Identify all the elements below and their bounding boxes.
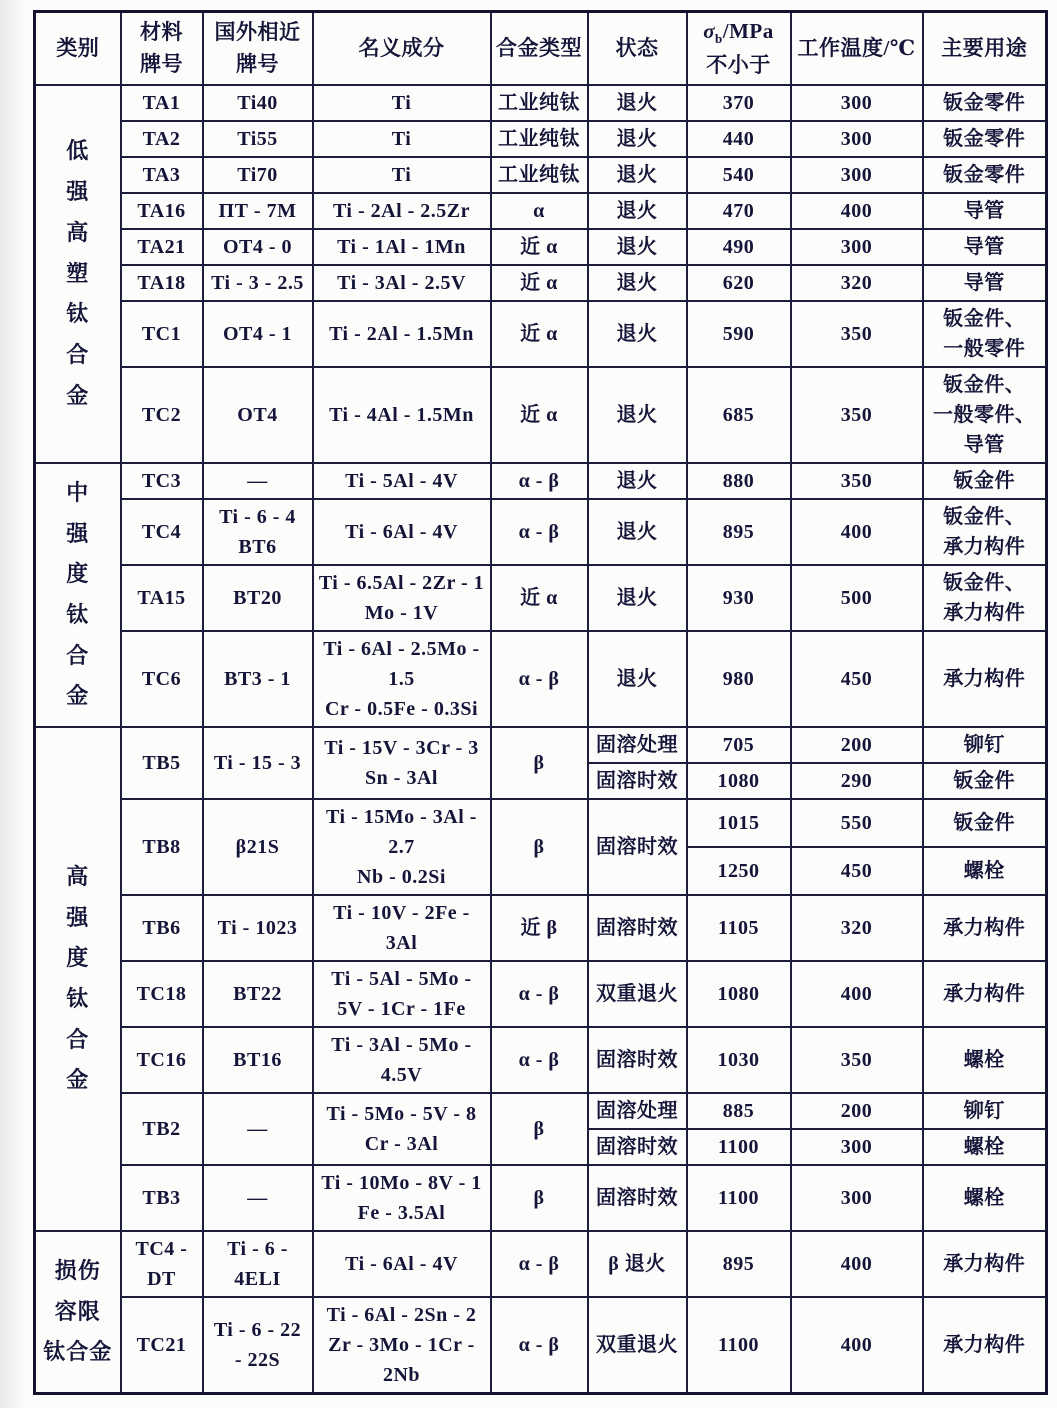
table-cell: 350 bbox=[791, 1027, 923, 1093]
table-cell: 铆钉 bbox=[923, 1093, 1047, 1129]
table-cell: 550 bbox=[791, 799, 923, 847]
table-cell: 近 α bbox=[491, 301, 588, 367]
table-cell: Ti bbox=[313, 157, 491, 193]
table-cell: 固溶时效 bbox=[588, 1129, 687, 1165]
table-cell: Ti bbox=[313, 121, 491, 157]
table-cell: 370 bbox=[687, 85, 791, 121]
table-cell: 钣金件 bbox=[923, 799, 1047, 847]
table-cell: Ti - 3Al - 2.5V bbox=[313, 265, 491, 301]
table-cell: BT3 - 1 bbox=[203, 631, 313, 727]
table-row bbox=[35, 157, 1047, 193]
table-cell: 近 α bbox=[491, 565, 588, 631]
table-cell: TB3 bbox=[121, 1165, 203, 1231]
table-cell: 导管 bbox=[923, 265, 1047, 301]
table-cell: 退火 bbox=[588, 463, 687, 499]
table-cell: 承力构件 bbox=[923, 1231, 1047, 1297]
table-cell: BT20 bbox=[203, 565, 313, 631]
table-cell: β bbox=[491, 1165, 588, 1231]
table-cell: 固溶时效 bbox=[588, 895, 687, 961]
table-cell: 705 bbox=[687, 727, 791, 763]
table-row bbox=[35, 499, 1047, 565]
table-cell: TA3 bbox=[121, 157, 203, 193]
header-cell: $\sigma_b$/MPa 不小于 bbox=[687, 12, 791, 85]
table-cell: 钣金零件 bbox=[923, 121, 1047, 157]
table-cell: TB8 bbox=[121, 799, 203, 895]
table-cell: 铆钉 bbox=[923, 727, 1047, 763]
table-cell: 450 bbox=[791, 631, 923, 727]
table-cell: 螺栓 bbox=[923, 847, 1047, 895]
table-cell: 近 β bbox=[491, 895, 588, 961]
table-cell: 退火 bbox=[588, 367, 687, 463]
table-row bbox=[35, 961, 1047, 1027]
table-cell: 工业纯钛 bbox=[491, 85, 588, 121]
table-cell: 近 α bbox=[491, 367, 588, 463]
table-cell: TC3 bbox=[121, 463, 203, 499]
table-cell: 1100 bbox=[687, 1165, 791, 1231]
table-cell: TB2 bbox=[121, 1093, 203, 1165]
table-cell: 440 bbox=[687, 121, 791, 157]
table-cell: α - β bbox=[491, 463, 588, 499]
table-cell: 固溶处理 bbox=[588, 1093, 687, 1129]
table-cell: OT4 bbox=[203, 367, 313, 463]
titanium-alloys-table bbox=[33, 10, 1048, 1395]
table-cell: β21S bbox=[203, 799, 313, 895]
table-cell: α - β bbox=[491, 1027, 588, 1093]
table-cell: 承力构件 bbox=[923, 961, 1047, 1027]
table-cell: 退火 bbox=[588, 565, 687, 631]
table-cell: 400 bbox=[791, 961, 923, 1027]
table-cell: Ti55 bbox=[203, 121, 313, 157]
table-cell: 300 bbox=[791, 85, 923, 121]
table-cell: — bbox=[203, 1093, 313, 1165]
table-cell: 螺栓 bbox=[923, 1129, 1047, 1165]
table-cell: 290 bbox=[791, 763, 923, 799]
table-cell: Ti - 6.5Al - 2Zr - 1 Mo - 1V bbox=[313, 565, 491, 631]
table-cell: OT4 - 1 bbox=[203, 301, 313, 367]
table-cell: α - β bbox=[491, 1231, 588, 1297]
table-cell: TC16 bbox=[121, 1027, 203, 1093]
table-row bbox=[35, 265, 1047, 301]
table-cell: α - β bbox=[491, 1297, 588, 1394]
table-cell: BT22 bbox=[203, 961, 313, 1027]
table-cell: 1015 bbox=[687, 799, 791, 847]
table-row bbox=[35, 1297, 1047, 1394]
header-cell: 工作温度/℃ bbox=[791, 12, 923, 85]
table-cell: 300 bbox=[791, 1129, 923, 1165]
table-cell: 620 bbox=[687, 265, 791, 301]
table-cell: 固溶时效 bbox=[588, 763, 687, 799]
table-cell: 1100 bbox=[687, 1297, 791, 1394]
table-cell: Ti - 10Mo - 8V - 1 Fe - 3.5Al bbox=[313, 1165, 491, 1231]
table-row bbox=[35, 301, 1047, 367]
table-cell: 320 bbox=[791, 895, 923, 961]
table-cell: 1100 bbox=[687, 1129, 791, 1165]
table-cell: TB6 bbox=[121, 895, 203, 961]
header-cell: 主要用途 bbox=[923, 12, 1047, 85]
table-row bbox=[35, 1165, 1047, 1231]
table-cell: 螺栓 bbox=[923, 1027, 1047, 1093]
category-cell: 低 强 高 塑 钛 合 金 bbox=[35, 85, 121, 463]
table-row bbox=[35, 1027, 1047, 1093]
table-cell: 承力构件 bbox=[923, 1297, 1047, 1394]
table-cell: BT16 bbox=[203, 1027, 313, 1093]
table-cell: TC4 - DT bbox=[121, 1231, 203, 1297]
table-cell: Ti - 1Al - 1Mn bbox=[313, 229, 491, 265]
table-cell: 1250 bbox=[687, 847, 791, 895]
table-cell: 300 bbox=[791, 121, 923, 157]
table-cell: Ti - 5Al - 5Mo - 5V - 1Cr - 1Fe bbox=[313, 961, 491, 1027]
table-cell: TC2 bbox=[121, 367, 203, 463]
table-cell: 近 α bbox=[491, 265, 588, 301]
table-row bbox=[35, 1231, 1047, 1297]
table-cell: TC18 bbox=[121, 961, 203, 1027]
header-cell: 名义成分 bbox=[313, 12, 491, 85]
table-cell: Ti - 6 - 4ELI bbox=[203, 1231, 313, 1297]
table-cell: 400 bbox=[791, 193, 923, 229]
table-cell: TA1 bbox=[121, 85, 203, 121]
table-cell: 200 bbox=[791, 727, 923, 763]
table-cell: Ti - 5Mo - 5V - 8 Cr - 3Al bbox=[313, 1093, 491, 1165]
table-cell: 350 bbox=[791, 367, 923, 463]
table-cell: 400 bbox=[791, 499, 923, 565]
table-cell: 固溶时效 bbox=[588, 1027, 687, 1093]
table-cell: Ti - 6Al - 4V bbox=[313, 1231, 491, 1297]
category-cell: 损伤 容限 钛合金 bbox=[35, 1231, 121, 1394]
table-cell: β bbox=[491, 727, 588, 799]
table-cell: Ti - 6Al - 2.5Mo - 1.5 Cr - 0.5Fe - 0.3Si bbox=[313, 631, 491, 727]
table-cell: 930 bbox=[687, 565, 791, 631]
table-cell: Ti - 15 - 3 bbox=[203, 727, 313, 799]
table-cell: TB5 bbox=[121, 727, 203, 799]
table-row bbox=[35, 895, 1047, 961]
table-cell: 固溶处理 bbox=[588, 727, 687, 763]
table-cell: Ti - 3Al - 5Mo - 4.5V bbox=[313, 1027, 491, 1093]
table-cell: 导管 bbox=[923, 229, 1047, 265]
table-cell: 885 bbox=[687, 1093, 791, 1129]
table-cell: TA21 bbox=[121, 229, 203, 265]
table-cell: 螺栓 bbox=[923, 1165, 1047, 1231]
table-row bbox=[35, 229, 1047, 265]
table-cell: β bbox=[491, 1093, 588, 1165]
header-cell: 国外相近 牌号 bbox=[203, 12, 313, 85]
table-cell: 1030 bbox=[687, 1027, 791, 1093]
table-cell: 470 bbox=[687, 193, 791, 229]
table-cell: 退火 bbox=[588, 193, 687, 229]
table-cell: 工业纯钛 bbox=[491, 157, 588, 193]
table-cell: Ti - 10V - 2Fe - 3Al bbox=[313, 895, 491, 961]
table-cell: 540 bbox=[687, 157, 791, 193]
table-cell: TA15 bbox=[121, 565, 203, 631]
table-cell: 895 bbox=[687, 499, 791, 565]
table-cell: Ti - 6 - 4 BT6 bbox=[203, 499, 313, 565]
table-cell: 退火 bbox=[588, 229, 687, 265]
table-cell: 895 bbox=[687, 1231, 791, 1297]
table-row bbox=[35, 1093, 1047, 1129]
table-cell: 300 bbox=[791, 229, 923, 265]
header-cell: 类别 bbox=[35, 12, 121, 85]
table-cell: TA16 bbox=[121, 193, 203, 229]
table-cell: Ti bbox=[313, 85, 491, 121]
table-cell: Ti40 bbox=[203, 85, 313, 121]
table-cell: 490 bbox=[687, 229, 791, 265]
table-cell: 685 bbox=[687, 367, 791, 463]
header-row bbox=[35, 12, 1047, 85]
table-cell: ПТ - 7M bbox=[203, 193, 313, 229]
header-cell: 合金类型 bbox=[491, 12, 588, 85]
table-body bbox=[35, 85, 1047, 1394]
table-cell: TA2 bbox=[121, 121, 203, 157]
table-cell: Ti - 6 - 22 - 22S bbox=[203, 1297, 313, 1394]
table-cell: OT4 - 0 bbox=[203, 229, 313, 265]
table-row bbox=[35, 121, 1047, 157]
table-cell: 500 bbox=[791, 565, 923, 631]
table-cell: 350 bbox=[791, 463, 923, 499]
table-cell: 320 bbox=[791, 265, 923, 301]
table-cell: 1080 bbox=[687, 763, 791, 799]
category-cell: 高 强 度 钛 合 金 bbox=[35, 727, 121, 1231]
table-cell: Ti - 15Mo - 3Al - 2.7 Nb - 0.2Si bbox=[313, 799, 491, 895]
table-cell: 退火 bbox=[588, 85, 687, 121]
table-cell: Ti - 15V - 3Cr - 3 Sn - 3Al bbox=[313, 727, 491, 799]
table-cell: — bbox=[203, 463, 313, 499]
table-cell: 钣金件、 一般零件 bbox=[923, 301, 1047, 367]
table-cell: 钣金零件 bbox=[923, 157, 1047, 193]
table-cell: 固溶时效 bbox=[588, 1165, 687, 1231]
table-cell: 400 bbox=[791, 1231, 923, 1297]
table-cell: 双重退火 bbox=[588, 961, 687, 1027]
table-cell: TA18 bbox=[121, 265, 203, 301]
table-cell: TC6 bbox=[121, 631, 203, 727]
table-cell: — bbox=[203, 1165, 313, 1231]
table-cell: α bbox=[491, 193, 588, 229]
table-cell: 钣金零件 bbox=[923, 85, 1047, 121]
table-cell: 300 bbox=[791, 1165, 923, 1231]
table-row bbox=[35, 85, 1047, 121]
table-cell: α - β bbox=[491, 631, 588, 727]
table-cell: 退火 bbox=[588, 301, 687, 367]
table-row bbox=[35, 565, 1047, 631]
table-row bbox=[35, 727, 1047, 763]
table-cell: 工业纯钛 bbox=[491, 121, 588, 157]
table-cell: Ti70 bbox=[203, 157, 313, 193]
table-row bbox=[35, 367, 1047, 463]
table-cell: β 退火 bbox=[588, 1231, 687, 1297]
table-cell: α - β bbox=[491, 961, 588, 1027]
table-cell: TC4 bbox=[121, 499, 203, 565]
table-cell: 钣金件、 承力构件 bbox=[923, 565, 1047, 631]
table-cell: 导管 bbox=[923, 193, 1047, 229]
table-cell: 400 bbox=[791, 1297, 923, 1394]
table-cell: 1080 bbox=[687, 961, 791, 1027]
table-cell: 880 bbox=[687, 463, 791, 499]
table-cell: 双重退火 bbox=[588, 1297, 687, 1394]
table-cell: Ti - 4Al - 1.5Mn bbox=[313, 367, 491, 463]
table-cell: Ti - 2Al - 2.5Zr bbox=[313, 193, 491, 229]
table-cell: Ti - 6Al - 2Sn - 2 Zr - 3Mo - 1Cr - 2Nb bbox=[313, 1297, 491, 1394]
table-cell: Ti - 5Al - 4V bbox=[313, 463, 491, 499]
table-cell: 近 α bbox=[491, 229, 588, 265]
category-cell: 中 强 度 钛 合 金 bbox=[35, 463, 121, 727]
table-cell: Ti - 2Al - 1.5Mn bbox=[313, 301, 491, 367]
table-row bbox=[35, 193, 1047, 229]
table-cell: α - β bbox=[491, 499, 588, 565]
table-cell: 退火 bbox=[588, 157, 687, 193]
table-row bbox=[35, 799, 1047, 847]
table-cell: 退火 bbox=[588, 631, 687, 727]
table-cell: 钣金件 bbox=[923, 463, 1047, 499]
table-cell: 200 bbox=[791, 1093, 923, 1129]
table-cell: 350 bbox=[791, 301, 923, 367]
table-cell: 450 bbox=[791, 847, 923, 895]
table-cell: 590 bbox=[687, 301, 791, 367]
table-cell: Ti - 3 - 2.5 bbox=[203, 265, 313, 301]
table-cell: 钣金件 bbox=[923, 763, 1047, 799]
table-cell: 退火 bbox=[588, 265, 687, 301]
table-cell: 承力构件 bbox=[923, 631, 1047, 727]
table-row bbox=[35, 463, 1047, 499]
table-cell: 300 bbox=[791, 157, 923, 193]
table-cell: 退火 bbox=[588, 499, 687, 565]
table-cell: β bbox=[491, 799, 588, 895]
table-cell: 钣金件、 一般零件、 导管 bbox=[923, 367, 1047, 463]
table-header bbox=[35, 12, 1047, 85]
table-row bbox=[35, 631, 1047, 727]
header-cell: 状态 bbox=[588, 12, 687, 85]
table-cell: 980 bbox=[687, 631, 791, 727]
table-cell: 1105 bbox=[687, 895, 791, 961]
header-cell: 材料 牌号 bbox=[121, 12, 203, 85]
table-cell: 固溶时效 bbox=[588, 799, 687, 895]
table-cell: 退火 bbox=[588, 121, 687, 157]
table-cell: 钣金件、 承力构件 bbox=[923, 499, 1047, 565]
table-cell: 承力构件 bbox=[923, 895, 1047, 961]
table-cell: TC21 bbox=[121, 1297, 203, 1394]
table-cell: Ti - 6Al - 4V bbox=[313, 499, 491, 565]
table-cell: TC1 bbox=[121, 301, 203, 367]
table-cell: Ti - 1023 bbox=[203, 895, 313, 961]
